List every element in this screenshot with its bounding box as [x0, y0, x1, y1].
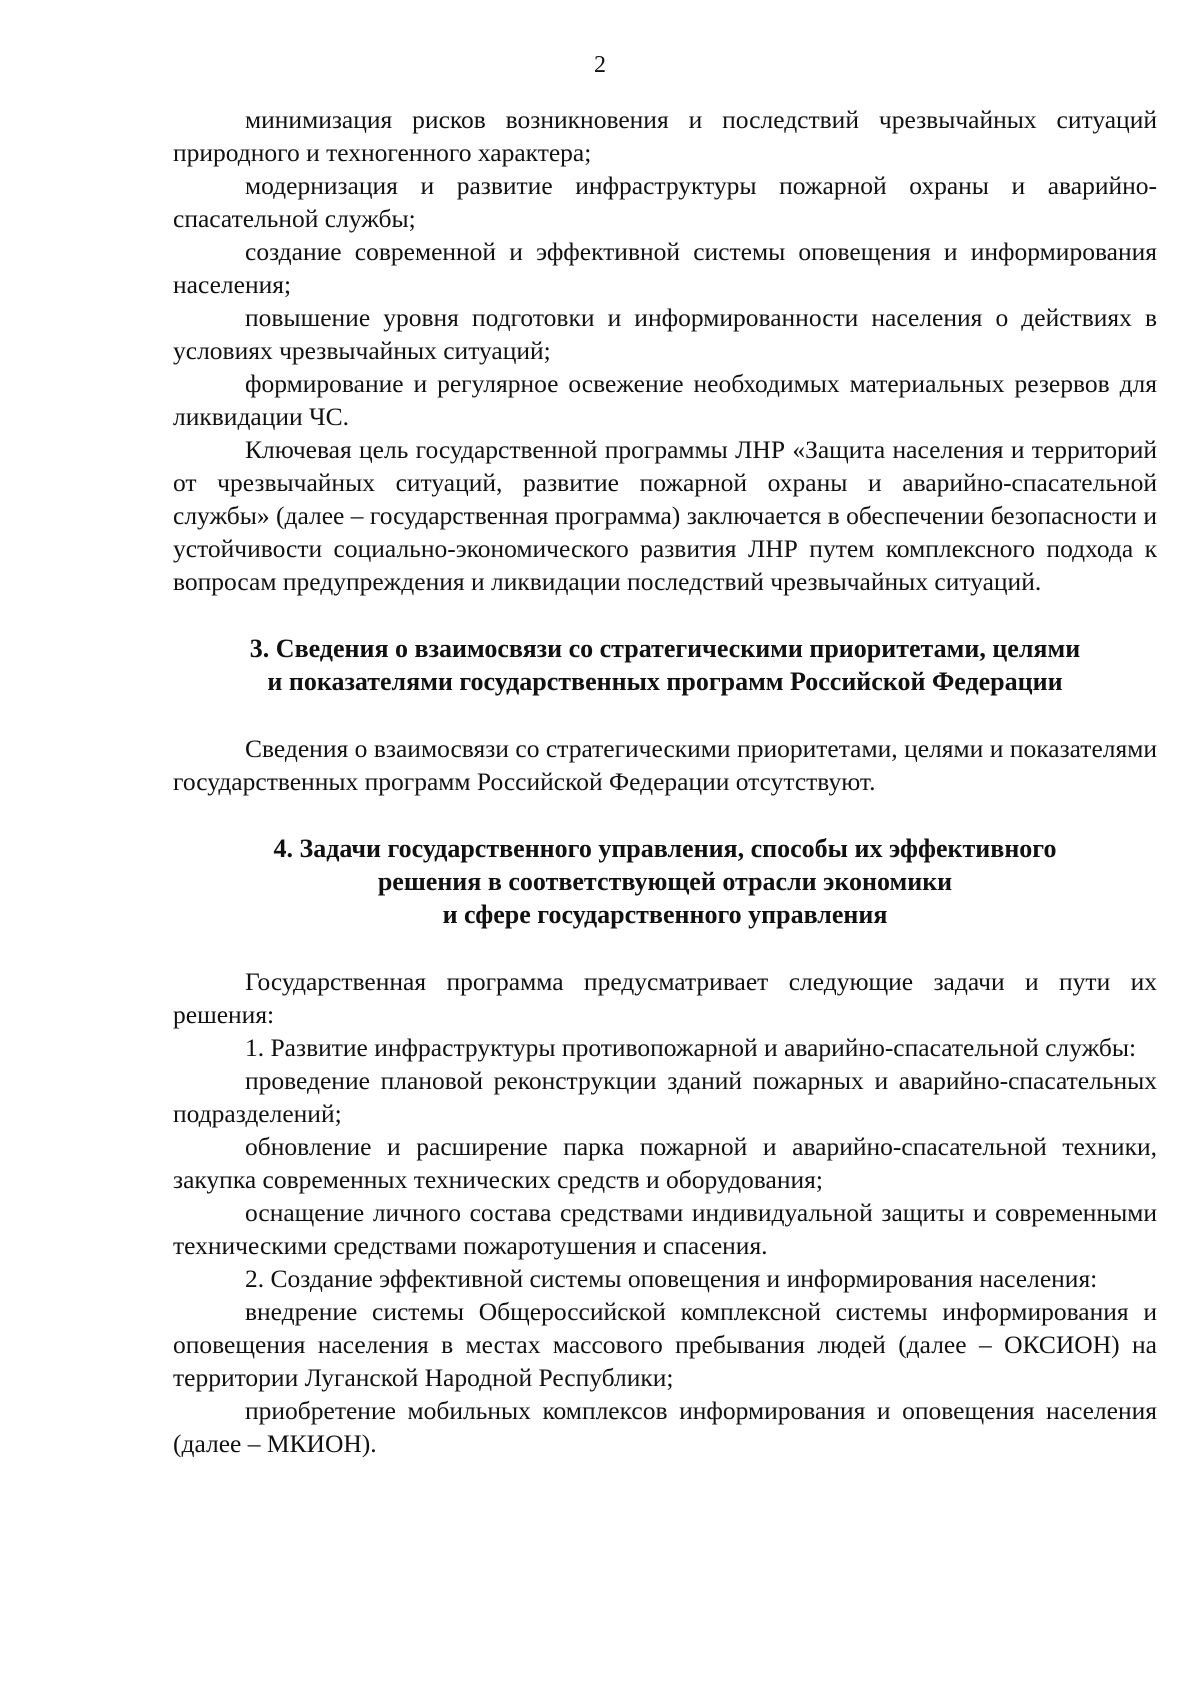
heading-line: 3. Сведения о взаимосвязи со стратегическими приоритетами, целями — [249, 634, 1081, 663]
paragraph: повышение уровня подготовки и информированности населения о действиях в условиях чрезвычайных ситуаций; — [173, 303, 1157, 365]
paragraph: внедрение системы Общероссийской комплексной системы информирования и оповещения населения в местах массового пребывания людей (далее – ОКСИОН) на территории Луганской Народной Республики; — [173, 1297, 1157, 1392]
paragraph: создание современной и эффективной системы оповещения и информирования населения; — [173, 237, 1157, 299]
paragraph: обновление и расширение парка пожарной и аварийно-спасательной техники, закупка современных технических средств и оборудования; — [173, 1132, 1157, 1194]
paragraph: модернизация и развитие инфраструктуры пожарной охраны и аварийно-спасательной службы; — [173, 171, 1157, 233]
heading-line: 4. Задачи государственного управления, способы их эффективного — [273, 834, 1057, 863]
page-number: 2 — [594, 52, 606, 78]
paragraph: проведение плановой реконструкции зданий пожарных и аварийно-спасательных подразделений; — [173, 1066, 1157, 1128]
paragraph: Ключевая цель государственной программы ЛНР «Защита населения и территорий от чрезвычайных ситуаций, развитие пожарной охраны и аварийно-спасательной службы» (далее – государственная программа) заключается в обеспечении безопасности и устойчивости социально-экономического развития ЛНР путем комплексного подхода к вопросам предупреждения и ликвидации последствий чрезвычайных ситуаций. — [173, 435, 1157, 596]
section-4-heading — [173, 832, 1157, 931]
section-3-heading — [173, 632, 1157, 698]
heading-line: и сфере государственного управления — [442, 900, 888, 929]
paragraph: оснащение личного состава средствами индивидуальной защиты и современными техническими средствами пожаротушения и спасения. — [173, 1198, 1157, 1260]
paragraph: приобретение мобильных комплексов информирования и оповещения населения (далее – МКИОН). — [173, 1396, 1157, 1458]
paragraph: минимизация рисков возникновения и последствий чрезвычайных ситуаций природного и техногенного характера; — [173, 105, 1157, 167]
heading-line: решения в соответствующей отрасли экономики — [377, 867, 953, 896]
section-3-paragraph: Сведения о взаимосвязи со стратегическими приоритетами, целями и показателями государственных программ Российской Федерации отсутствуют. — [173, 734, 1157, 796]
paragraph: 2. Создание эффективной системы оповещения и информирования населения: — [245, 1264, 1098, 1293]
paragraph: 1. Развитие инфраструктуры противопожарной и аварийно-спасательной службы: — [245, 1033, 1137, 1062]
paragraph: формирование и регулярное освежение необходимых материальных резервов для ликвидации ЧС. — [173, 369, 1157, 431]
heading-line: и показателями государственных программ Российской Федерации — [267, 667, 1063, 696]
paragraph: Государственная программа предусматривает следующие задачи и пути их решения: — [173, 967, 1157, 1029]
